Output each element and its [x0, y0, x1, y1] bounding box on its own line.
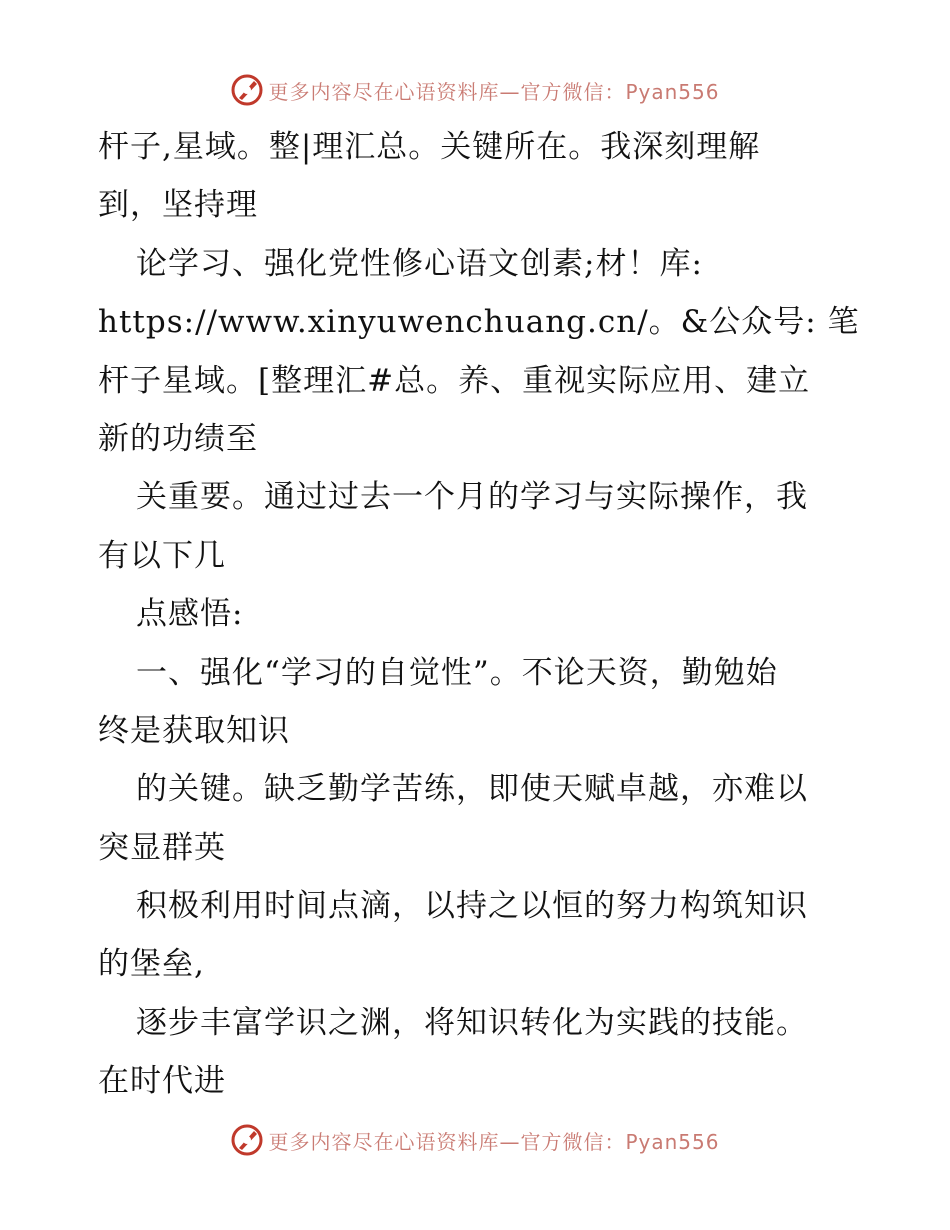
text-line: 突显群英	[98, 829, 226, 866]
text-line: https://www.xinyuwenchuang.cn/。&公众号: 笔	[98, 304, 860, 341]
text-line: 一、强化“学习的自觉性”。不论天资，勤勉始	[136, 654, 778, 691]
text-line: 新的功绩至	[98, 420, 258, 457]
text-line: 杆子星域。[整理汇#总。养、重视实际应用、建立	[98, 362, 811, 399]
header-brand-text: 更多内容尽在心语资料库—官方微信：Pyan556	[268, 79, 720, 104]
quill-seal-icon	[230, 1123, 264, 1157]
text-line: 点感悟:	[136, 596, 244, 633]
footer-brand-text: 更多内容尽在心语资料库—官方微信：Pyan556	[268, 1129, 720, 1154]
text-line: 关重要。通过过去一个月的学习与实际操作，我	[136, 479, 808, 516]
text-line: 有以下几	[98, 537, 226, 574]
footer-banner	[0, 1120, 950, 1160]
text-line: 的关键。缺乏勤学苦练，即使天赋卓越，亦难以	[136, 771, 808, 808]
text-line: 在时代进	[98, 1063, 226, 1100]
text-line: 逐步丰富学识之渊，将知识转化为实践的技能。	[136, 1004, 808, 1041]
text-line: 论学习、强化党性修心语文创素;材！库:	[136, 245, 703, 282]
text-line: 的堡垒,	[98, 946, 205, 983]
text-line: 杆子,星域。整|理汇总。关键所在。我深刻理解	[98, 129, 761, 165]
text-line: 到，坚持理	[98, 187, 258, 224]
document-body	[98, 118, 858, 1111]
quill-seal-icon	[230, 73, 264, 107]
header-banner	[0, 70, 950, 110]
text-line: 积极利用时间点滴，以持之以恒的努力构筑知识	[136, 888, 808, 925]
text-line: 终是获取知识	[98, 712, 290, 749]
